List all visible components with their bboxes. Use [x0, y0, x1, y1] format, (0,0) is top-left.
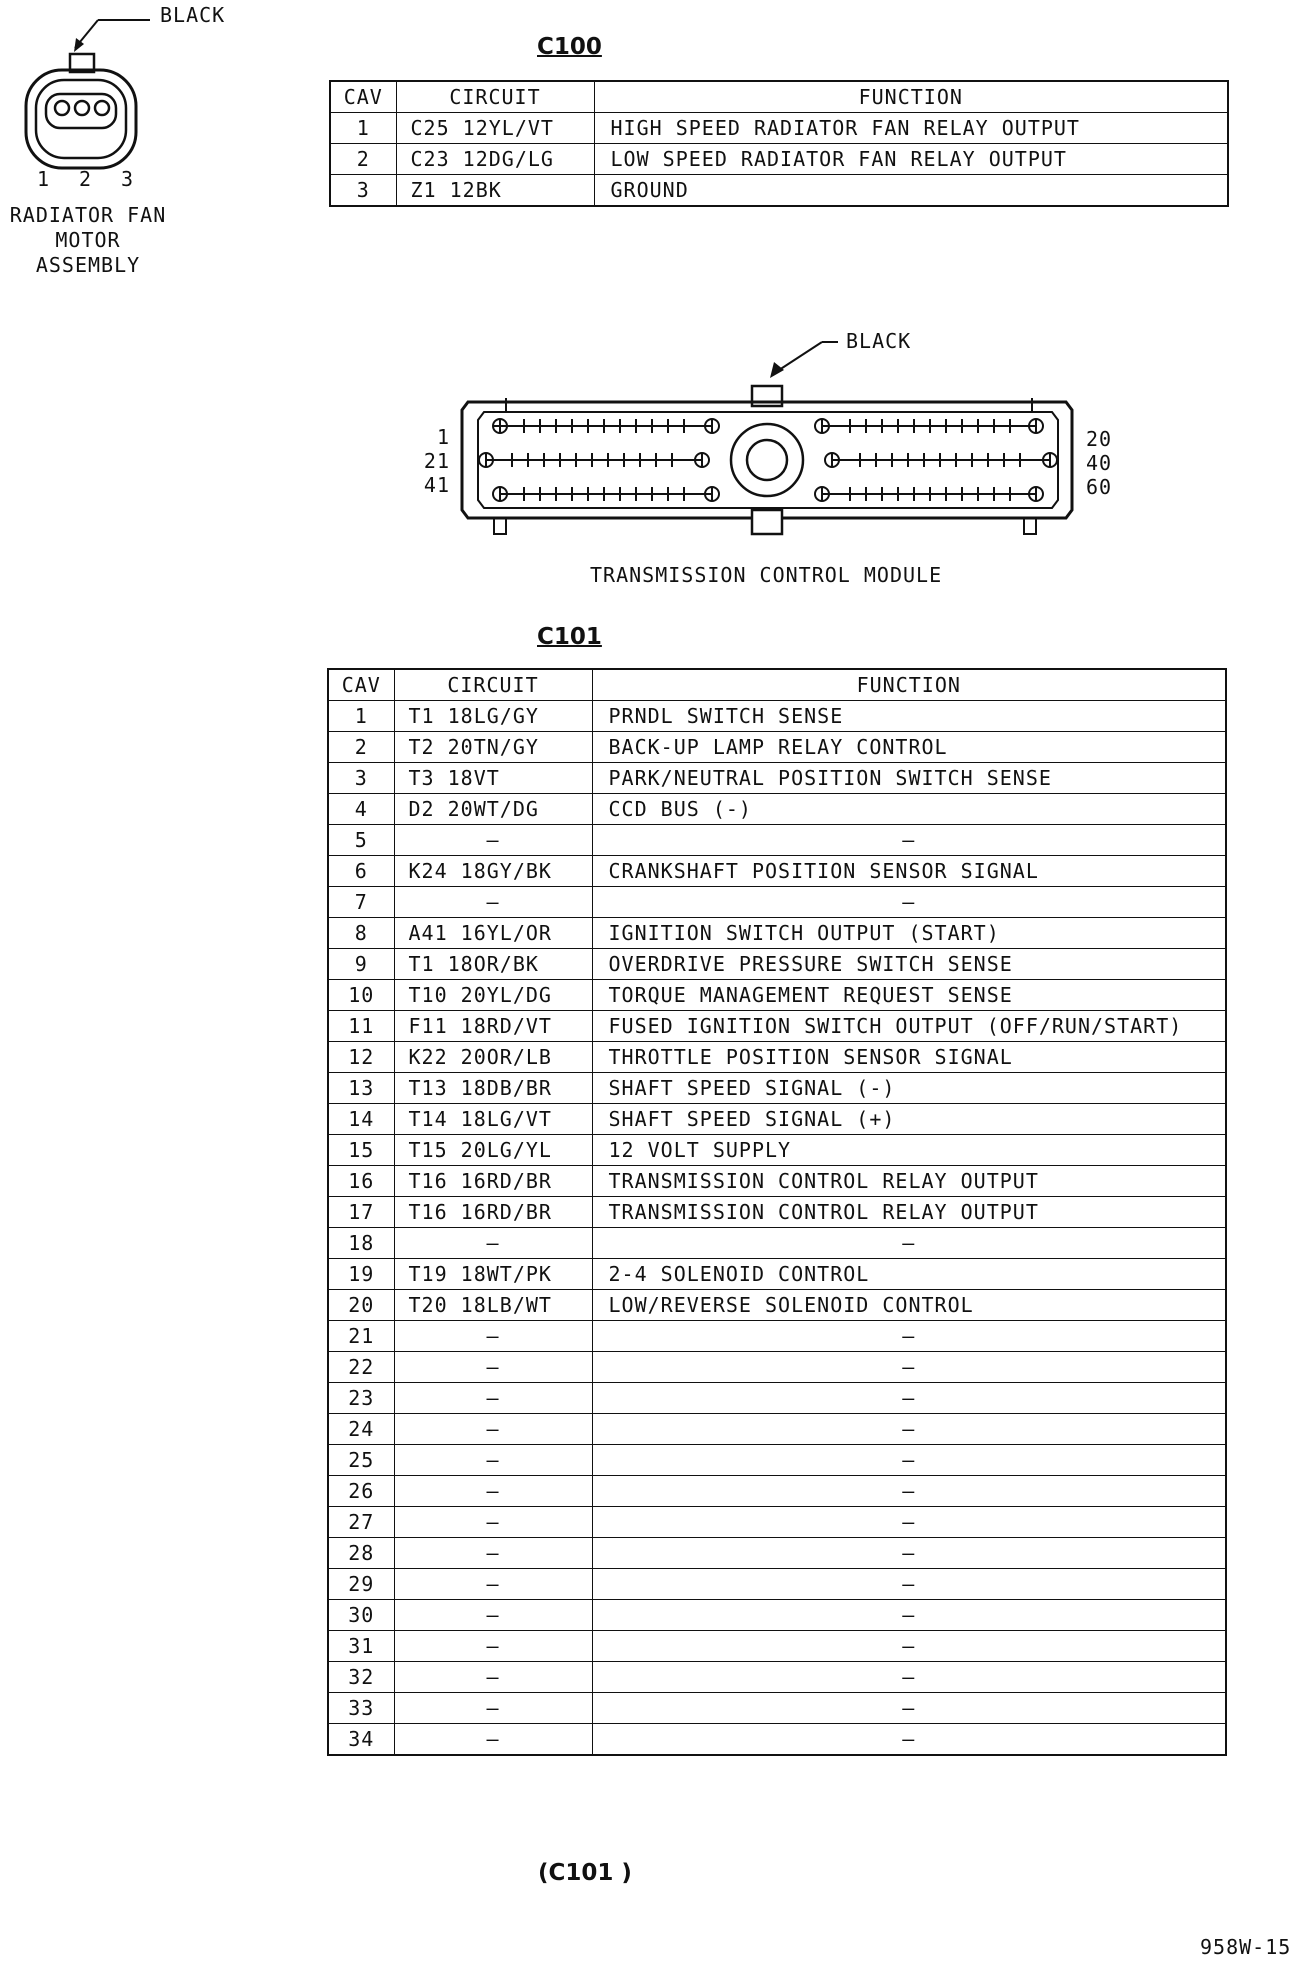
c101-table [327, 668, 1227, 1756]
table-row [328, 825, 1226, 856]
tcm-connector-drawing [440, 320, 1100, 550]
cav-cell: 19 [328, 1259, 394, 1290]
circuit-cell: A41 16YL/OR [394, 918, 592, 949]
function-cell: CRANKSHAFT POSITION SENSOR SIGNAL [592, 856, 1226, 887]
c101-header-row [328, 669, 1226, 701]
function-cell: – [592, 1538, 1226, 1569]
c100-header-cav: CAV [330, 81, 396, 113]
cav-cell: 16 [328, 1166, 394, 1197]
cav-cell: 27 [328, 1507, 394, 1538]
c101-header-function: FUNCTION [592, 669, 1226, 701]
cav-cell: 22 [328, 1352, 394, 1383]
cav-cell: 2 [328, 732, 394, 763]
circuit-cell: – [394, 1383, 592, 1414]
circuit-cell: T10 20YL/DG [394, 980, 592, 1011]
table-row [328, 1321, 1226, 1352]
fan-pin-1-label: 1 [37, 167, 51, 191]
function-cell: 12 VOLT SUPPLY [592, 1135, 1226, 1166]
table-row [328, 763, 1226, 794]
tcm-pin-label-1: 1 [436, 425, 450, 449]
table-row [328, 1724, 1226, 1756]
function-cell: – [592, 887, 1226, 918]
cav-cell: 9 [328, 949, 394, 980]
function-cell: THROTTLE POSITION SENSOR SIGNAL [592, 1042, 1226, 1073]
tcm-pin-label-21: 21 [423, 449, 450, 473]
circuit-cell: – [394, 1631, 592, 1662]
c101-header-circuit: CIRCUIT [394, 669, 592, 701]
circuit-cell: – [394, 1693, 592, 1724]
table-row [328, 1383, 1226, 1414]
function-cell: LOW SPEED RADIATOR FAN RELAY OUTPUT [594, 144, 1228, 175]
table-row [328, 1600, 1226, 1631]
c100-header-function: FUNCTION [594, 81, 1228, 113]
circuit-cell: K22 20OR/LB [394, 1042, 592, 1073]
circuit-cell: – [394, 1228, 592, 1259]
cav-cell: 6 [328, 856, 394, 887]
table-row [328, 1166, 1226, 1197]
cav-cell: 20 [328, 1290, 394, 1321]
table-row [328, 1011, 1226, 1042]
function-cell: BACK-UP LAMP RELAY CONTROL [592, 732, 1226, 763]
circuit-cell: C23 12DG/LG [396, 144, 594, 175]
function-cell: – [592, 1352, 1226, 1383]
table-row [330, 113, 1228, 144]
table-row [328, 1662, 1226, 1693]
table-row [330, 175, 1228, 207]
c100-title: C100 [537, 34, 602, 60]
function-cell: – [592, 1600, 1226, 1631]
c101-footer-label: (C101 ) [538, 1860, 632, 1886]
radiator-fan-connector-drawing [20, 8, 170, 178]
tcm-pin-label-60: 60 [1086, 475, 1113, 499]
c100-header-row [330, 81, 1228, 113]
function-cell: GROUND [594, 175, 1228, 207]
cav-cell: 10 [328, 980, 394, 1011]
cav-cell: 3 [330, 175, 396, 207]
function-cell: SHAFT SPEED SIGNAL (+) [592, 1104, 1226, 1135]
function-cell: SHAFT SPEED SIGNAL (-) [592, 1073, 1226, 1104]
cav-cell: 12 [328, 1042, 394, 1073]
cav-cell: 3 [328, 763, 394, 794]
function-cell: – [592, 1445, 1226, 1476]
tcm-connector-color-label: BLACK [846, 329, 912, 353]
circuit-cell: – [394, 1321, 592, 1352]
cav-cell: 31 [328, 1631, 394, 1662]
fan-pin-3-label: 3 [121, 167, 135, 191]
function-cell: CCD BUS (-) [592, 794, 1226, 825]
function-cell: FUSED IGNITION SWITCH OUTPUT (OFF/RUN/START) [592, 1011, 1226, 1042]
cav-cell: 26 [328, 1476, 394, 1507]
cav-cell: 17 [328, 1197, 394, 1228]
tcm-pin-label-20: 20 [1086, 427, 1113, 451]
circuit-cell: T19 18WT/PK [394, 1259, 592, 1290]
function-cell: LOW/REVERSE SOLENOID CONTROL [592, 1290, 1226, 1321]
cav-cell: 1 [330, 113, 396, 144]
table-row [328, 1631, 1226, 1662]
table-row [330, 144, 1228, 175]
fan-connector-name-line-2: MOTOR [55, 228, 121, 252]
table-row [328, 949, 1226, 980]
circuit-cell: – [394, 1476, 592, 1507]
c101-title: C101 [537, 624, 602, 650]
circuit-cell: – [394, 1600, 592, 1631]
table-row [328, 1693, 1226, 1724]
table-row [328, 1228, 1226, 1259]
tcm-connector-name: TRANSMISSION CONTROL MODULE [590, 563, 943, 587]
table-row [328, 1352, 1226, 1383]
function-cell: TORQUE MANAGEMENT REQUEST SENSE [592, 980, 1226, 1011]
circuit-cell: Z1 12BK [396, 175, 594, 207]
table-row [328, 701, 1226, 732]
table-row [328, 1104, 1226, 1135]
function-cell: – [592, 1476, 1226, 1507]
circuit-cell: T14 18LG/VT [394, 1104, 592, 1135]
circuit-cell: – [394, 1569, 592, 1600]
circuit-cell: – [394, 1724, 592, 1756]
circuit-cell: T16 16RD/BR [394, 1166, 592, 1197]
figure-id: 958W-15 [1200, 1935, 1292, 1959]
table-row [328, 887, 1226, 918]
function-cell: – [592, 1569, 1226, 1600]
circuit-cell: T3 18VT [394, 763, 592, 794]
table-row [328, 1476, 1226, 1507]
table-row [328, 1290, 1226, 1321]
circuit-cell: – [394, 1507, 592, 1538]
circuit-cell: T13 18DB/BR [394, 1073, 592, 1104]
function-cell: TRANSMISSION CONTROL RELAY OUTPUT [592, 1197, 1226, 1228]
table-row [328, 918, 1226, 949]
function-cell: PARK/NEUTRAL POSITION SWITCH SENSE [592, 763, 1226, 794]
table-row [328, 1073, 1226, 1104]
circuit-cell: – [394, 1538, 592, 1569]
circuit-cell: T20 18LB/WT [394, 1290, 592, 1321]
function-cell: – [592, 1321, 1226, 1352]
cav-cell: 11 [328, 1011, 394, 1042]
cav-cell: 29 [328, 1569, 394, 1600]
function-cell: – [592, 1507, 1226, 1538]
cav-cell: 8 [328, 918, 394, 949]
c101-header-cav: CAV [328, 669, 394, 701]
function-cell: – [592, 825, 1226, 856]
tcm-pin-label-40: 40 [1086, 451, 1113, 475]
fan-connector-color-label: BLACK [160, 3, 226, 27]
circuit-cell: – [394, 1662, 592, 1693]
function-cell: – [592, 1724, 1226, 1756]
cav-cell: 15 [328, 1135, 394, 1166]
function-cell: – [592, 1414, 1226, 1445]
table-row [328, 980, 1226, 1011]
circuit-cell: – [394, 1414, 592, 1445]
function-cell: 2-4 SOLENOID CONTROL [592, 1259, 1226, 1290]
circuit-cell: – [394, 887, 592, 918]
circuit-cell: T15 20LG/YL [394, 1135, 592, 1166]
circuit-cell: F11 18RD/VT [394, 1011, 592, 1042]
table-row [328, 1042, 1226, 1073]
circuit-cell: – [394, 1445, 592, 1476]
function-cell: – [592, 1693, 1226, 1724]
table-row [328, 794, 1226, 825]
circuit-cell: T1 18OR/BK [394, 949, 592, 980]
table-row [328, 1445, 1226, 1476]
cav-cell: 30 [328, 1600, 394, 1631]
function-cell: HIGH SPEED RADIATOR FAN RELAY OUTPUT [594, 113, 1228, 144]
cav-cell: 34 [328, 1724, 394, 1756]
cav-cell: 7 [328, 887, 394, 918]
table-row [328, 732, 1226, 763]
c100-header-circuit: CIRCUIT [396, 81, 594, 113]
table-row [328, 1414, 1226, 1445]
function-cell: – [592, 1662, 1226, 1693]
table-row [328, 856, 1226, 887]
cav-cell: 32 [328, 1662, 394, 1693]
cav-cell: 18 [328, 1228, 394, 1259]
table-row [328, 1569, 1226, 1600]
function-cell: – [592, 1383, 1226, 1414]
cav-cell: 25 [328, 1445, 394, 1476]
circuit-cell: T2 20TN/GY [394, 732, 592, 763]
cav-cell: 2 [330, 144, 396, 175]
table-row [328, 1259, 1226, 1290]
cav-cell: 14 [328, 1104, 394, 1135]
circuit-cell: C25 12YL/VT [396, 113, 594, 144]
function-cell: OVERDRIVE PRESSURE SWITCH SENSE [592, 949, 1226, 980]
circuit-cell: T1 18LG/GY [394, 701, 592, 732]
c100-table [329, 80, 1229, 207]
cav-cell: 21 [328, 1321, 394, 1352]
circuit-cell: D2 20WT/DG [394, 794, 592, 825]
fan-connector-name-line-3: ASSEMBLY [35, 253, 141, 277]
cav-cell: 23 [328, 1383, 394, 1414]
fan-connector-name-line-1: RADIATOR FAN [9, 203, 167, 227]
function-cell: TRANSMISSION CONTROL RELAY OUTPUT [592, 1166, 1226, 1197]
table-row [328, 1197, 1226, 1228]
cav-cell: 4 [328, 794, 394, 825]
function-cell: – [592, 1228, 1226, 1259]
cav-cell: 33 [328, 1693, 394, 1724]
function-cell: IGNITION SWITCH OUTPUT (START) [592, 918, 1226, 949]
circuit-cell: – [394, 1352, 592, 1383]
function-cell: PRNDL SWITCH SENSE [592, 701, 1226, 732]
cav-cell: 5 [328, 825, 394, 856]
cav-cell: 13 [328, 1073, 394, 1104]
fan-pin-2-label: 2 [79, 167, 93, 191]
cav-cell: 28 [328, 1538, 394, 1569]
table-row [328, 1135, 1226, 1166]
table-row [328, 1538, 1226, 1569]
circuit-cell: T16 16RD/BR [394, 1197, 592, 1228]
cav-cell: 24 [328, 1414, 394, 1445]
circuit-cell: K24 18GY/BK [394, 856, 592, 887]
circuit-cell: – [394, 825, 592, 856]
function-cell: – [592, 1631, 1226, 1662]
table-row [328, 1507, 1226, 1538]
tcm-pin-label-41: 41 [423, 473, 450, 497]
cav-cell: 1 [328, 701, 394, 732]
